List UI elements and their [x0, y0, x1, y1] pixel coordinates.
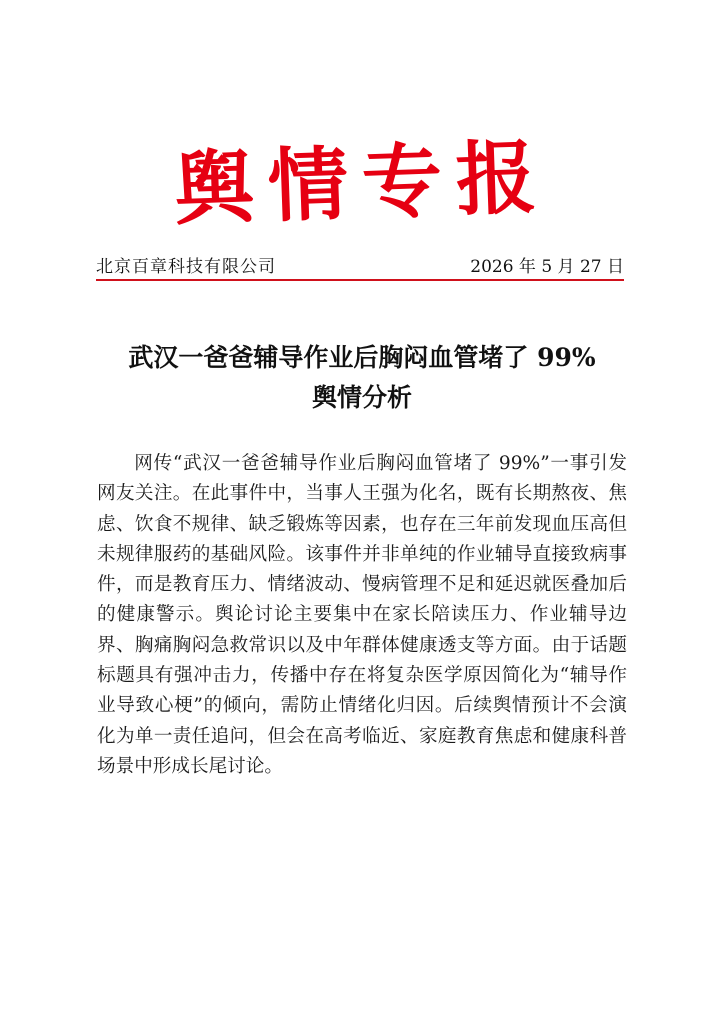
article-title	[80, 338, 644, 418]
article-body: 网传“武汉一爸爸辅导作业后胸闷血管堵了 99%”一事引发网友关注。在此事件中，当事人王强为化名，既有长期熬夜、焦虑、饮食不规律、缺乏锻炼等因素，也存在三年前发现血压高但未规律服药的基础风险。该事件并非单纯的作业辅导直接致病事件，而是教育压力、情绪波动、慢病管理不足和延迟就医叠加后的健康警示。舆论讨论主要集中在家长陪读压力、作业辅导边界、胸痛胸闷急救常识以及中年群体健康透支等方面。由于话题标题具有强冲击力，传播中存在将复杂医学原因简化为“辅导作业导致心梗”的倾向，需防止情绪化归因。后续舆情预计不会演化为单一责任追问，但会在高考临近、家庭教育焦虑和健康科普场景中形成长尾讨论。	[97, 453, 627, 777]
article-title-line2: 舆情分析	[311, 383, 412, 412]
report-date: 2026 年 5 月 27 日	[470, 257, 624, 277]
article-title-line1: 武汉一爸爸辅导作业后胸闷血管堵了 99%	[128, 343, 596, 372]
header-divider	[96, 279, 624, 281]
organization-name: 北京百章科技有限公司	[96, 257, 276, 277]
header-meta-row	[96, 254, 624, 278]
masthead-title: 舆情专报	[172, 129, 552, 237]
